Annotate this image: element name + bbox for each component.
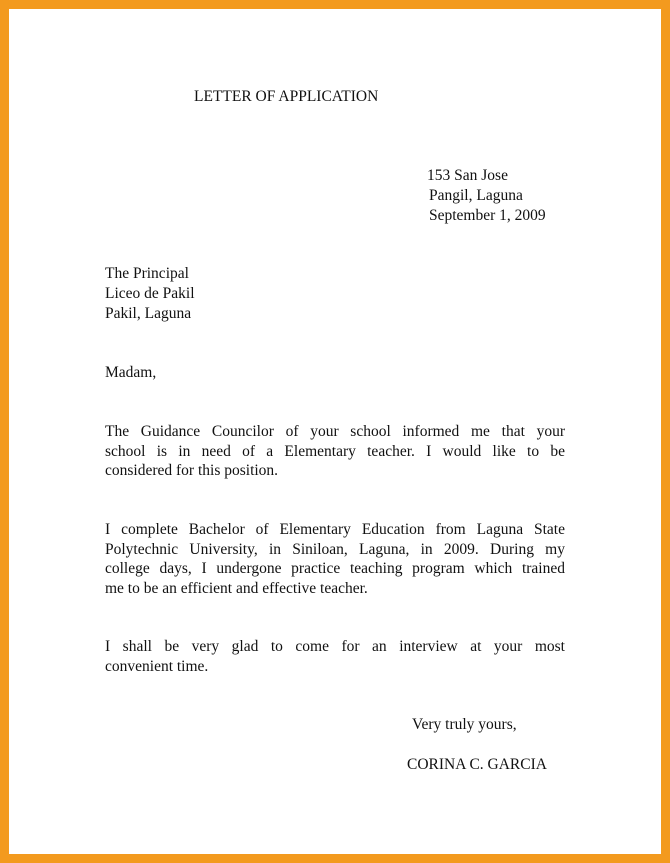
signature-name: CORINA C. GARCIA xyxy=(407,756,547,773)
closing: Very truly yours, xyxy=(412,716,517,733)
paragraph-1 xyxy=(105,422,565,481)
recipient-line-1: The Principal xyxy=(105,265,189,282)
paragraph-2-line-4: me to be an efficient and effective teacher. xyxy=(105,579,368,597)
letter-date: September 1, 2009 xyxy=(429,207,546,224)
paragraph-1-line-2: school is in need of a Elementary teacher. I would like to be xyxy=(105,442,565,460)
recipient-line-3: Pakil, Laguna xyxy=(105,305,192,322)
letter-title: LETTER OF APPLICATION xyxy=(194,88,379,105)
paragraph-2-line-1: I complete Bachelor of Elementary Education from Laguna State xyxy=(105,521,565,538)
paragraph-2 xyxy=(105,520,565,598)
paragraph-1-line-1: The Guidance Councilor of your school informed me that your xyxy=(105,423,565,440)
paragraph-1-line-3: considered for this position. xyxy=(105,462,279,479)
sender-address-line-2: Pangil, Laguna xyxy=(429,187,523,204)
recipient-line-2: Liceo de Pakil xyxy=(105,285,195,302)
salutation: Madam, xyxy=(105,364,157,381)
paragraph-3-line-1: I shall be very glad to come for an interview at your most xyxy=(105,638,565,655)
paragraph-2-line-3: college days, I undergone practice teaching program which trained xyxy=(105,560,565,577)
paragraph-2-line-2: Polytechnic University, in Siniloan, Laguna, in 2009. During my xyxy=(105,540,565,558)
letter-page xyxy=(9,9,661,854)
sender-address-line-1: 153 San Jose xyxy=(427,167,508,184)
paragraph-3-line-2: convenient time. xyxy=(105,657,209,675)
paragraph-3 xyxy=(105,637,565,676)
